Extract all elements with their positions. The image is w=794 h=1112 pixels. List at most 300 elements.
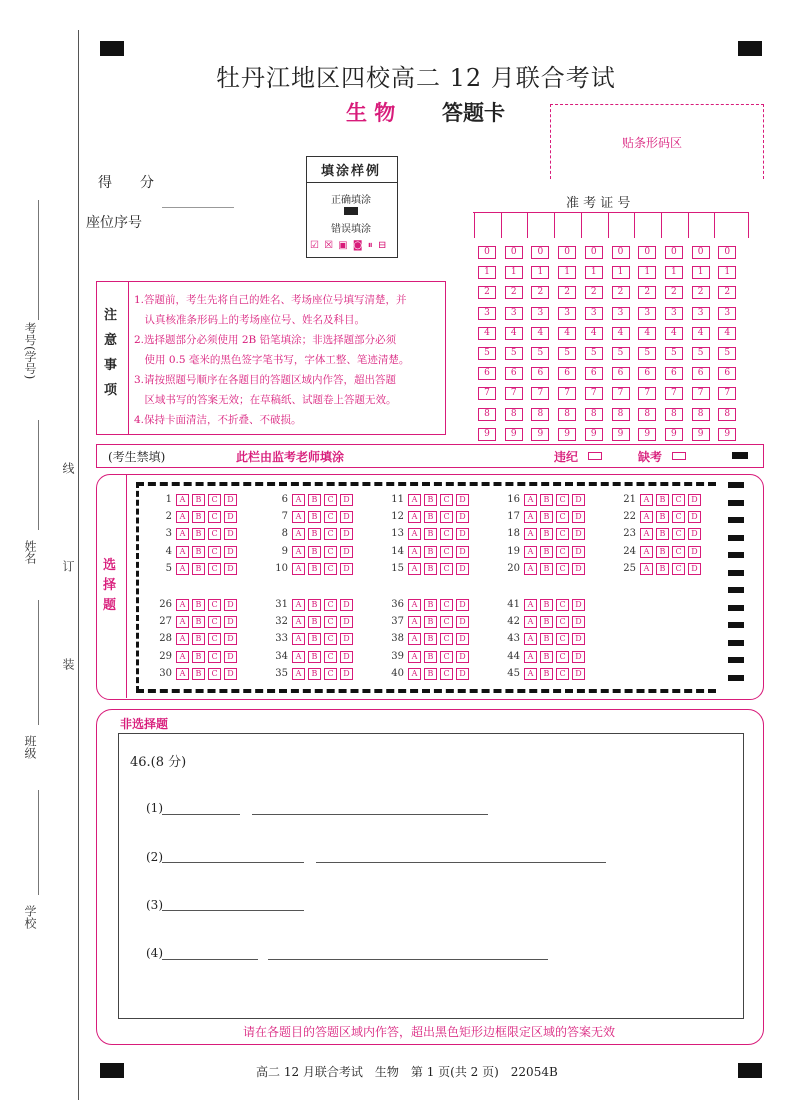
option-bubble-b[interactable]: B [540,633,553,645]
exam-id-digit-bubble[interactable]: 9 [505,428,523,441]
option-bubble-c[interactable]: C [556,599,569,611]
exam-id-digit-bubble[interactable]: 4 [531,327,549,340]
exam-id-digit-bubble[interactable]: 2 [665,286,683,299]
exam-id-digit-bubble[interactable]: 2 [585,286,603,299]
exam-id-digit-bubble[interactable]: 0 [718,246,736,259]
option-bubble-b[interactable]: B [424,494,437,506]
option-bubble-c[interactable]: C [324,528,337,540]
option-bubble-c[interactable]: C [440,563,453,575]
option-bubble-d[interactable]: D [456,633,469,645]
option-bubble-d[interactable]: D [456,563,469,575]
option-bubble-b[interactable]: B [308,599,321,611]
option-bubble-c[interactable]: C [324,599,337,611]
absent-bubble[interactable] [672,452,686,460]
option-bubble-c[interactable]: C [208,616,221,628]
option-bubble-b[interactable]: B [540,494,553,506]
option-bubble-d[interactable]: D [572,494,585,506]
option-bubble-a[interactable]: A [640,511,653,523]
option-bubble-d[interactable]: D [456,616,469,628]
exam-id-cell[interactable] [554,212,581,238]
exam-id-digit-bubble[interactable]: 8 [558,408,576,421]
option-bubble-a[interactable]: A [176,633,189,645]
exam-id-digit-bubble[interactable]: 0 [531,246,549,259]
exam-id-digit-bubble[interactable]: 9 [585,428,603,441]
option-bubble-c[interactable]: C [208,633,221,645]
option-bubble-a[interactable]: A [176,651,189,663]
option-bubble-d[interactable]: D [340,546,353,558]
option-bubble-c[interactable]: C [556,616,569,628]
option-bubble-a[interactable]: A [292,563,305,575]
option-bubble-d[interactable]: D [224,511,237,523]
option-bubble-b[interactable]: B [424,528,437,540]
question-row[interactable] [274,563,356,577]
option-bubble-c[interactable]: C [324,494,337,506]
option-bubble-a[interactable]: A [292,633,305,645]
exam-id-digit-bubble[interactable]: 3 [505,307,523,320]
question-row[interactable] [274,633,356,647]
option-bubble-d[interactable]: D [456,511,469,523]
option-bubble-a[interactable]: A [292,616,305,628]
question-row[interactable] [274,494,356,508]
option-bubble-a[interactable]: A [176,528,189,540]
option-bubble-c[interactable]: C [208,528,221,540]
option-bubble-b[interactable]: B [656,528,669,540]
exam-id-digit-bubble[interactable]: 7 [505,387,523,400]
option-bubble-a[interactable]: A [408,494,421,506]
option-bubble-c[interactable]: C [556,511,569,523]
option-bubble-b[interactable]: B [540,651,553,663]
option-bubble-a[interactable]: A [524,599,537,611]
answer-area[interactable] [118,733,744,1019]
option-bubble-d[interactable]: D [456,651,469,663]
exam-id-digit-bubble[interactable]: 8 [531,408,549,421]
option-bubble-c[interactable]: C [556,668,569,680]
exam-id-digit-bubble[interactable]: 6 [478,367,496,380]
question-row[interactable] [506,616,588,630]
exam-id-digit-bubble[interactable]: 8 [718,408,736,421]
exam-id-digit-bubble[interactable]: 3 [612,307,630,320]
exam-id-digit-bubble[interactable]: 7 [478,387,496,400]
option-bubble-c[interactable]: C [672,546,685,558]
option-bubble-b[interactable]: B [192,599,205,611]
question-row[interactable] [622,528,704,542]
question-row[interactable] [506,528,588,542]
option-bubble-a[interactable]: A [524,668,537,680]
option-bubble-d[interactable]: D [340,511,353,523]
question-row[interactable] [506,633,588,647]
option-bubble-a[interactable]: A [408,546,421,558]
option-bubble-a[interactable]: A [408,528,421,540]
option-bubble-a[interactable]: A [640,494,653,506]
exam-id-digit-bubble[interactable]: 7 [692,387,710,400]
exam-id-digit-bubble[interactable]: 8 [665,408,683,421]
exam-id-digit-bubble[interactable]: 1 [638,266,656,279]
question-row[interactable] [506,668,588,682]
exam-id-digit-bubble[interactable]: 4 [585,327,603,340]
option-bubble-c[interactable]: C [440,511,453,523]
option-bubble-b[interactable]: B [192,563,205,575]
question-row[interactable] [274,616,356,630]
exam-id-digit-bubble[interactable]: 6 [531,367,549,380]
exam-id-digit-bubble[interactable]: 0 [505,246,523,259]
option-bubble-c[interactable]: C [672,511,685,523]
exam-id-digit-bubble[interactable]: 4 [692,327,710,340]
exam-id-digit-bubble[interactable]: 1 [718,266,736,279]
option-bubble-a[interactable]: A [292,494,305,506]
option-bubble-d[interactable]: D [572,616,585,628]
part1-blank-b[interactable] [252,814,488,815]
exam-id-digit-bubble[interactable]: 6 [638,367,656,380]
part4-blank-b[interactable] [268,959,548,960]
option-bubble-a[interactable]: A [524,651,537,663]
exam-id-digit-bubble[interactable]: 0 [585,246,603,259]
option-bubble-d[interactable]: D [572,633,585,645]
exam-id-digit-bubble[interactable]: 2 [692,286,710,299]
exam-id-digit-bubble[interactable]: 0 [692,246,710,259]
option-bubble-d[interactable]: D [456,599,469,611]
exam-id-digit-bubble[interactable]: 9 [665,428,683,441]
option-bubble-c[interactable]: C [208,511,221,523]
option-bubble-d[interactable]: D [340,528,353,540]
option-bubble-c[interactable]: C [208,563,221,575]
option-bubble-d[interactable]: D [572,668,585,680]
exam-id-digit-bubble[interactable]: 7 [665,387,683,400]
exam-id-cell[interactable] [688,212,715,238]
option-bubble-d[interactable]: D [340,616,353,628]
option-bubble-a[interactable]: A [408,651,421,663]
exam-id-digit-bubble[interactable]: 5 [692,347,710,360]
option-bubble-d[interactable]: D [224,528,237,540]
option-bubble-b[interactable]: B [424,546,437,558]
option-bubble-a[interactable]: A [524,616,537,628]
option-bubble-c[interactable]: C [440,494,453,506]
exam-id-cell[interactable] [608,212,635,238]
exam-id-digit-bubble[interactable]: 9 [531,428,549,441]
exam-id-digit-bubble[interactable]: 1 [665,266,683,279]
option-bubble-b[interactable]: B [308,651,321,663]
exam-id-digit-bubble[interactable]: 9 [692,428,710,441]
question-row[interactable] [506,494,588,508]
part2-blank-a[interactable] [162,862,304,863]
option-bubble-b[interactable]: B [192,528,205,540]
question-row[interactable] [158,651,240,665]
option-bubble-c[interactable]: C [324,633,337,645]
option-bubble-b[interactable]: B [424,511,437,523]
exam-id-digit-bubble[interactable]: 7 [638,387,656,400]
option-bubble-b[interactable]: B [424,616,437,628]
option-bubble-c[interactable]: C [440,651,453,663]
exam-id-digit-bubble[interactable]: 4 [505,327,523,340]
option-bubble-d[interactable]: D [688,494,701,506]
option-bubble-c[interactable]: C [324,546,337,558]
option-bubble-c[interactable]: C [672,563,685,575]
option-bubble-d[interactable]: D [224,494,237,506]
option-bubble-b[interactable]: B [192,494,205,506]
question-row[interactable] [274,668,356,682]
exam-id-digit-bubble[interactable]: 2 [718,286,736,299]
option-bubble-b[interactable]: B [308,616,321,628]
question-row[interactable] [622,511,704,525]
option-bubble-b[interactable]: B [308,494,321,506]
option-bubble-b[interactable]: B [424,563,437,575]
exam-id-digit-bubble[interactable]: 6 [612,367,630,380]
exam-id-digit-bubble[interactable]: 6 [665,367,683,380]
option-bubble-b[interactable]: B [656,563,669,575]
option-bubble-d[interactable]: D [340,651,353,663]
option-bubble-a[interactable]: A [408,599,421,611]
option-bubble-b[interactable]: B [308,563,321,575]
option-bubble-d[interactable]: D [572,563,585,575]
exam-id-digit-bubble[interactable]: 3 [718,307,736,320]
option-bubble-d[interactable]: D [340,633,353,645]
option-bubble-a[interactable]: A [524,528,537,540]
option-bubble-b[interactable]: B [308,528,321,540]
option-bubble-a[interactable]: A [176,668,189,680]
exam-id-digit-bubble[interactable]: 2 [612,286,630,299]
question-row[interactable] [390,668,472,682]
exam-id-cell[interactable] [634,212,661,238]
option-bubble-c[interactable]: C [208,494,221,506]
exam-id-digit-bubble[interactable]: 2 [531,286,549,299]
question-row[interactable] [390,546,472,560]
exam-id-digit-bubble[interactable]: 8 [638,408,656,421]
seat-input[interactable] [162,207,234,208]
option-bubble-d[interactable]: D [572,546,585,558]
exam-id-digit-bubble[interactable]: 9 [558,428,576,441]
exam-id-digit-bubble[interactable]: 4 [665,327,683,340]
option-bubble-b[interactable]: B [308,633,321,645]
option-bubble-c[interactable]: C [208,651,221,663]
exam-id-digit-bubble[interactable]: 5 [558,347,576,360]
option-bubble-c[interactable]: C [324,563,337,575]
exam-id-digit-bubble[interactable]: 6 [585,367,603,380]
question-row[interactable] [390,494,472,508]
exam-id-digit-bubble[interactable]: 7 [718,387,736,400]
option-bubble-c[interactable]: C [440,633,453,645]
option-bubble-b[interactable]: B [192,651,205,663]
option-bubble-d[interactable]: D [224,599,237,611]
option-bubble-c[interactable]: C [440,599,453,611]
exam-id-cell[interactable] [527,212,554,238]
exam-id-digit-bubble[interactable]: 6 [692,367,710,380]
question-row[interactable] [390,599,472,613]
option-bubble-b[interactable]: B [192,546,205,558]
option-bubble-c[interactable]: C [440,616,453,628]
option-bubble-a[interactable]: A [524,511,537,523]
option-bubble-d[interactable]: D [224,616,237,628]
option-bubble-a[interactable]: A [524,633,537,645]
exam-id-digit-bubble[interactable]: 0 [612,246,630,259]
exam-id-digit-bubble[interactable]: 5 [505,347,523,360]
option-bubble-b[interactable]: B [540,546,553,558]
question-row[interactable] [390,616,472,630]
exam-id-cell[interactable] [581,212,608,238]
option-bubble-c[interactable]: C [208,546,221,558]
option-bubble-c[interactable]: C [556,528,569,540]
question-row[interactable] [274,651,356,665]
option-bubble-a[interactable]: A [292,546,305,558]
option-bubble-d[interactable]: D [572,651,585,663]
question-row[interactable] [158,511,240,525]
option-bubble-b[interactable]: B [540,616,553,628]
option-bubble-b[interactable]: B [540,563,553,575]
exam-id-digit-bubble[interactable]: 9 [638,428,656,441]
exam-id-digit-bubble[interactable]: 1 [692,266,710,279]
violation-bubble[interactable] [588,452,602,460]
exam-id-digit-bubble[interactable]: 7 [558,387,576,400]
exam-id-digit-bubble[interactable]: 3 [585,307,603,320]
exam-id-digit-bubble[interactable]: 5 [665,347,683,360]
exam-id-cell[interactable] [501,212,528,238]
exam-id-digit-bubble[interactable]: 9 [478,428,496,441]
option-bubble-a[interactable]: A [408,633,421,645]
exam-id-digit-bubble[interactable]: 6 [718,367,736,380]
exam-id-digit-bubble[interactable]: 0 [478,246,496,259]
question-row[interactable] [622,546,704,560]
option-bubble-b[interactable]: B [540,511,553,523]
option-bubble-c[interactable]: C [556,633,569,645]
question-row[interactable] [390,511,472,525]
question-row[interactable] [158,616,240,630]
option-bubble-b[interactable]: B [540,599,553,611]
option-bubble-a[interactable]: A [408,511,421,523]
exam-id-digit-bubble[interactable]: 8 [478,408,496,421]
option-bubble-b[interactable]: B [424,633,437,645]
question-row[interactable] [390,563,472,577]
part2-blank-b[interactable] [316,862,606,863]
exam-id-digit-bubble[interactable]: 2 [638,286,656,299]
option-bubble-b[interactable]: B [192,511,205,523]
option-bubble-d[interactable]: D [224,668,237,680]
option-bubble-b[interactable]: B [192,616,205,628]
option-bubble-d[interactable]: D [340,668,353,680]
exam-id-digit-bubble[interactable]: 0 [558,246,576,259]
exam-id-digit-bubble[interactable]: 0 [665,246,683,259]
option-bubble-d[interactable]: D [224,546,237,558]
question-row[interactable] [158,633,240,647]
option-bubble-a[interactable]: A [292,668,305,680]
option-bubble-b[interactable]: B [656,546,669,558]
exam-id-digit-bubble[interactable]: 3 [558,307,576,320]
exam-id-digit-bubble[interactable]: 3 [638,307,656,320]
question-row[interactable] [506,546,588,560]
exam-id-digit-bubble[interactable]: 7 [531,387,549,400]
exam-id-cell[interactable] [661,212,688,238]
exam-id-digit-bubble[interactable]: 5 [638,347,656,360]
exam-id-digit-bubble[interactable]: 6 [558,367,576,380]
option-bubble-c[interactable]: C [672,494,685,506]
option-bubble-a[interactable]: A [640,563,653,575]
option-bubble-b[interactable]: B [192,633,205,645]
option-bubble-c[interactable]: C [556,563,569,575]
exam-id-digit-bubble[interactable]: 3 [665,307,683,320]
option-bubble-a[interactable]: A [524,546,537,558]
exam-id-digit-bubble[interactable]: 5 [718,347,736,360]
question-row[interactable] [158,668,240,682]
option-bubble-a[interactable]: A [640,528,653,540]
question-row[interactable] [622,563,704,577]
exam-id-digit-bubble[interactable]: 2 [558,286,576,299]
question-row[interactable] [274,511,356,525]
option-bubble-b[interactable]: B [308,511,321,523]
exam-id-digit-bubble[interactable]: 8 [585,408,603,421]
option-bubble-b[interactable]: B [424,668,437,680]
exam-id-digit-bubble[interactable]: 7 [585,387,603,400]
exam-id-digit-bubble[interactable]: 6 [505,367,523,380]
option-bubble-d[interactable]: D [572,511,585,523]
exam-id-digit-bubble[interactable]: 5 [531,347,549,360]
option-bubble-a[interactable]: A [408,668,421,680]
option-bubble-c[interactable]: C [556,546,569,558]
option-bubble-a[interactable]: A [176,563,189,575]
option-bubble-c[interactable]: C [324,651,337,663]
option-bubble-c[interactable]: C [324,511,337,523]
option-bubble-d[interactable]: D [688,563,701,575]
option-bubble-c[interactable]: C [324,616,337,628]
exam-id-digit-bubble[interactable]: 1 [585,266,603,279]
question-row[interactable] [158,528,240,542]
option-bubble-d[interactable]: D [224,651,237,663]
option-bubble-c[interactable]: C [324,668,337,680]
option-bubble-c[interactable]: C [556,494,569,506]
exam-id-digit-bubble[interactable]: 5 [612,347,630,360]
question-row[interactable] [506,599,588,613]
option-bubble-c[interactable]: C [556,651,569,663]
option-bubble-d[interactable]: D [456,528,469,540]
question-row[interactable] [390,528,472,542]
exam-id-digit-bubble[interactable]: 9 [718,428,736,441]
exam-id-digit-bubble[interactable]: 1 [505,266,523,279]
question-row[interactable] [390,651,472,665]
option-bubble-d[interactable]: D [340,494,353,506]
exam-id-digit-bubble[interactable]: 5 [585,347,603,360]
exam-id-digit-bubble[interactable]: 1 [558,266,576,279]
exam-id-cell[interactable] [714,212,741,238]
exam-id-digit-bubble[interactable]: 1 [478,266,496,279]
exam-id-digit-bubble[interactable]: 4 [558,327,576,340]
option-bubble-c[interactable]: C [208,599,221,611]
part1-blank-a[interactable] [162,814,240,815]
option-bubble-b[interactable]: B [192,668,205,680]
option-bubble-a[interactable]: A [524,494,537,506]
exam-id-digit-bubble[interactable]: 4 [638,327,656,340]
question-row[interactable] [506,651,588,665]
question-row[interactable] [158,563,240,577]
option-bubble-c[interactable]: C [672,528,685,540]
option-bubble-d[interactable]: D [572,528,585,540]
option-bubble-b[interactable]: B [656,511,669,523]
option-bubble-b[interactable]: B [424,599,437,611]
option-bubble-b[interactable]: B [424,651,437,663]
exam-id-cell[interactable] [474,212,501,238]
question-row[interactable] [506,511,588,525]
exam-id-digit-bubble[interactable]: 1 [531,266,549,279]
option-bubble-a[interactable]: A [292,528,305,540]
option-bubble-a[interactable]: A [640,546,653,558]
exam-id-digit-bubble[interactable]: 0 [638,246,656,259]
exam-id-digit-bubble[interactable]: 2 [478,286,496,299]
option-bubble-c[interactable]: C [208,668,221,680]
option-bubble-d[interactable]: D [688,528,701,540]
option-bubble-a[interactable]: A [176,616,189,628]
option-bubble-a[interactable]: A [408,616,421,628]
option-bubble-b[interactable]: B [308,546,321,558]
option-bubble-b[interactable]: B [656,494,669,506]
option-bubble-c[interactable]: C [440,668,453,680]
option-bubble-c[interactable]: C [440,528,453,540]
question-row[interactable] [274,546,356,560]
exam-id-digit-bubble[interactable]: 2 [505,286,523,299]
